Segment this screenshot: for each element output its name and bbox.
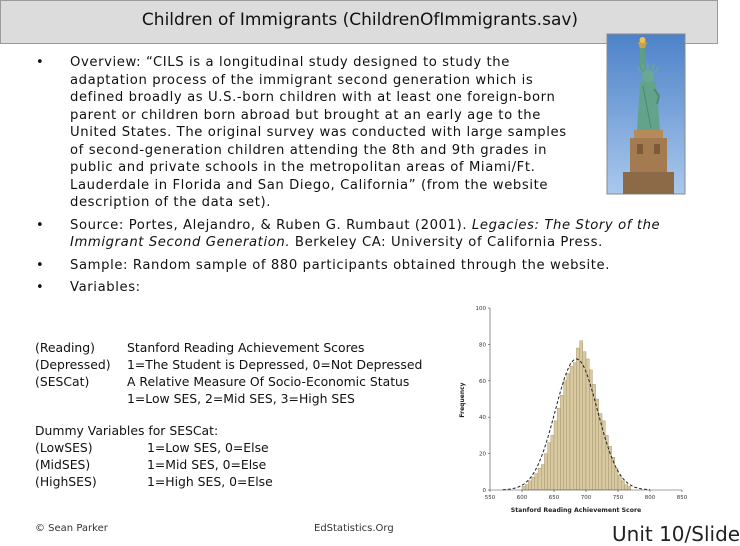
dummy-desc: 1=Low SES, 0=Else — [147, 440, 269, 455]
variable-row — [35, 390, 422, 407]
variable-desc: 1=Low SES, 2=Mid SES, 3=High SES — [127, 391, 355, 406]
x-tick-label: 750 — [612, 495, 624, 501]
x-tick-label: 850 — [676, 495, 688, 501]
variable-desc: A Relative Measure Of Socio-Economic Status — [127, 374, 410, 389]
y-tick-label: 80 — [479, 342, 486, 349]
histogram-bar — [615, 468, 618, 490]
dummy-desc: 1=Mid SES, 0=Else — [147, 457, 267, 472]
histogram-bar — [560, 395, 563, 490]
y-tick-label: 0 — [482, 488, 486, 494]
histogram-bar — [573, 363, 576, 490]
source-prefix: Source: Portes, Alejandro, & Ruben G. Rumbaut (2001). — [70, 217, 472, 233]
dummy-desc: 1=High SES, 0=Else — [147, 474, 273, 489]
variable-desc: Stanford Reading Achievement Scores — [127, 340, 365, 355]
histogram-bar — [544, 454, 547, 490]
x-tick-label: 650 — [548, 495, 560, 501]
histogram-bar — [624, 485, 627, 490]
dummy-row — [35, 456, 273, 473]
footer-author: © Sean Parker — [35, 523, 108, 534]
histogram-bar — [570, 366, 573, 490]
variable-name: (Reading) — [35, 340, 95, 355]
histogram-bar — [621, 481, 624, 490]
y-tick-label: 60 — [479, 378, 486, 385]
histogram-bar — [522, 486, 525, 490]
histogram-bar — [583, 352, 586, 490]
dummy-heading: Dummy Variables for SESCat: — [35, 423, 219, 438]
histogram-bar — [618, 475, 621, 490]
reading-histogram — [456, 302, 696, 518]
y-tick-label: 20 — [479, 451, 486, 458]
x-tick-label: 800 — [644, 495, 656, 501]
histogram-bar — [628, 486, 631, 490]
bullet-list — [36, 54, 676, 302]
source-suffix: Berkeley CA: University of California Press. — [290, 235, 603, 250]
variable-row — [35, 356, 422, 373]
sample-bullet: • Sample: Random sample of 880 participants obtained through the website. — [36, 257, 676, 275]
variables-bullet: • Variables: — [36, 279, 676, 297]
variable-name — [35, 390, 127, 407]
histogram-bar — [576, 348, 579, 490]
y-tick-label: 40 — [479, 415, 486, 422]
variable-row — [35, 339, 422, 356]
source-title: Legacies: The Story of the Immigrant Second Generation. — [70, 217, 661, 250]
footer-site: EdStatistics.Org — [314, 523, 394, 534]
histogram-bar — [548, 443, 551, 490]
variable-desc: 1=The Student is Depressed, 0=Not Depressed — [127, 357, 423, 372]
dummy-name: (LowSES) — [35, 440, 93, 455]
histogram-bar — [554, 421, 557, 490]
page-title: Children of Immigrants (ChildrenOfImmigrants.sav) — [141, 10, 579, 30]
footer-slide-number: Unit 10/Slide — [612, 522, 740, 546]
y-axis-label: Frequency — [459, 382, 466, 418]
x-tick-label: 600 — [516, 495, 528, 501]
histogram-bar — [602, 421, 605, 490]
dummy-name: (MidSES) — [35, 457, 91, 472]
variable-name: (SESCat) — [35, 374, 90, 389]
histogram-bar — [567, 374, 570, 490]
x-tick-label: 550 — [484, 495, 496, 501]
histogram-bar — [538, 468, 541, 490]
dummy-row — [35, 473, 273, 490]
histogram-bar — [589, 370, 592, 490]
dummy-variables — [35, 422, 273, 490]
histogram-bar — [596, 399, 599, 490]
variable-row — [35, 373, 422, 390]
histogram-bar — [541, 465, 544, 490]
overview-bullet: • Overview: “CILS is a longitudinal study designed to study the adaptation process of the immigrant second generation which is defined broadly as U.S.-born children with at least one foreign-born parent or children born abroad but brought at an early age to the United States. The original survey was conducted with large samples of second-generation children attending the 8th and 9th grades in public and private schools in the metropolitan areas of Miami/Ft. Lauderdale in Florida and San Diego, California” (from the website description of the data set). — [36, 54, 580, 212]
histogram-bar — [557, 408, 560, 490]
histogram-bar — [528, 481, 531, 490]
histogram-bar — [564, 381, 567, 490]
y-tick-label: 100 — [475, 306, 486, 312]
variable-name: (Depressed) — [35, 357, 111, 372]
histogram-bar — [586, 359, 589, 490]
histogram-bar — [525, 485, 528, 490]
source-bullet — [36, 217, 676, 252]
dummy-name: (HighSES) — [35, 474, 97, 489]
histogram-bar — [551, 435, 554, 490]
dummy-row — [35, 439, 273, 456]
x-tick-label: 700 — [580, 495, 592, 501]
variables-table — [35, 339, 422, 407]
histogram-bar — [535, 474, 538, 490]
x-axis-label: Stanford Reading Achievement Score — [510, 507, 642, 514]
statue-of-liberty-image — [607, 34, 685, 194]
histogram-bar — [532, 477, 535, 490]
